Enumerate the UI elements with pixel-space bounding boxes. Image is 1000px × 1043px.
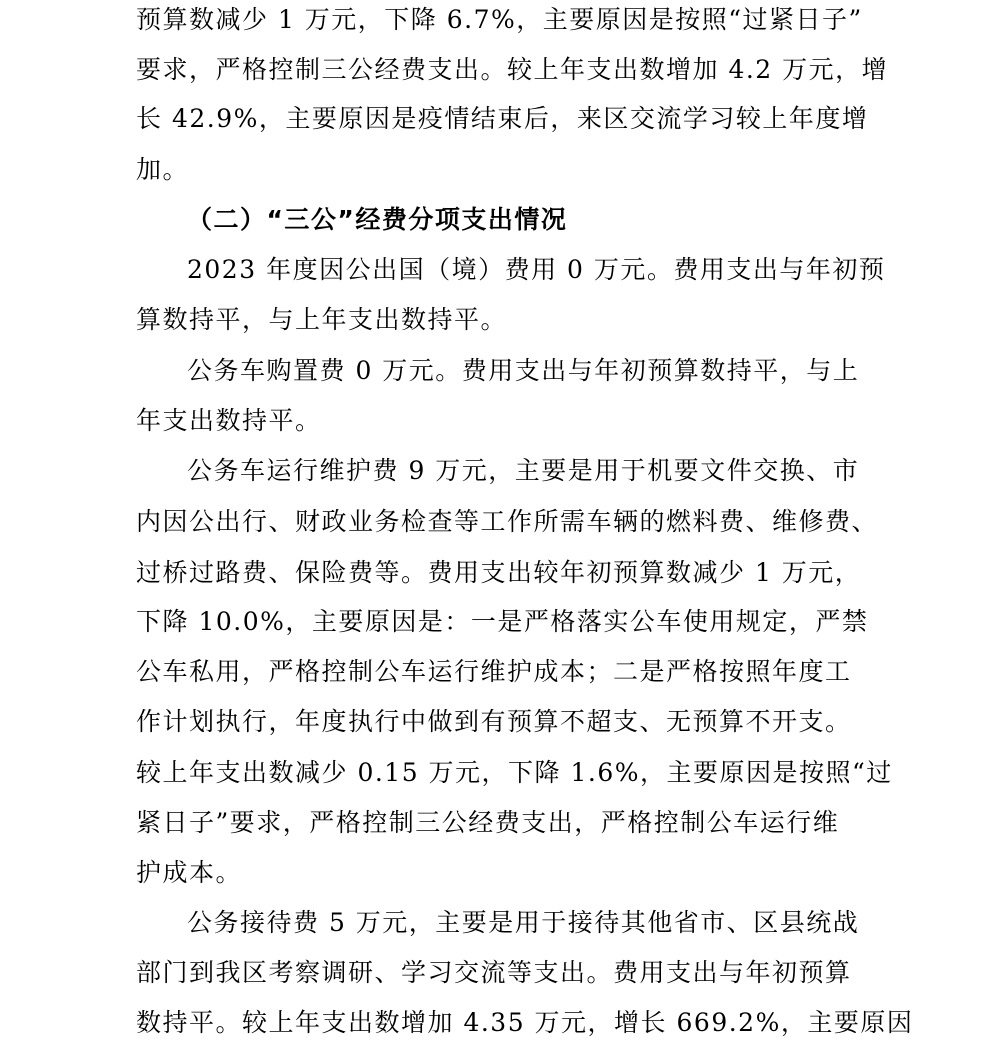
text-line: 公车私用，严格控制公车运行维护成本；二是严格按照年度工 bbox=[136, 657, 852, 686]
text-line: 紧日子”要求，严格控制三公经费支出，严格控制公车运行维 bbox=[136, 808, 840, 837]
text-line: 过桥过路费、保险费等。费用支出较年初预算数减少 1 万元， bbox=[136, 558, 862, 587]
section-heading: （二）“三公”经费分项支出情况 bbox=[187, 205, 568, 234]
text-line: 作计划执行，年度执行中做到有预算不超支、无预算不开支。 bbox=[136, 707, 852, 736]
text-line: 预算数减少 1 万元，下降 6.7%，主要原因是按照“过紧日子” bbox=[136, 5, 863, 34]
text-line: 护成本。 bbox=[136, 858, 243, 887]
text-line: 公务车购置费 0 万元。费用支出与年初预算数持平，与上 bbox=[187, 356, 860, 385]
text-line: 算数持平，与上年支出数持平。 bbox=[136, 305, 508, 334]
text-line: 长 42.9%，主要原因是疫情结束后，来区交流学习较上年度增 bbox=[136, 104, 869, 133]
text-line: 年支出数持平。 bbox=[136, 406, 322, 435]
text-line: 2023 年度因公出国（境）费用 0 万元。费用支出与年初预 bbox=[187, 255, 886, 284]
text-line: 公务接待费 5 万元，主要是用于接待其他省市、区县统战 bbox=[187, 908, 860, 937]
text-line: 加。 bbox=[136, 155, 190, 184]
text-line: 下降 10.0%，主要原因是：一是严格落实公车使用规定，严禁 bbox=[136, 607, 869, 636]
text-line: 要求，严格控制三公经费支出。较上年支出数增加 4.2 万元，增 bbox=[136, 55, 889, 84]
text-line: 较上年支出数减少 0.15 万元，下降 1.6%，主要原因是按照“过 bbox=[136, 758, 893, 787]
text-line: 公务车运行维护费 9 万元，主要是用于机要文件交换、市 bbox=[187, 456, 860, 485]
text-line: 数持平。较上年支出数增加 4.35 万元，增长 669.2%，主要原因 bbox=[136, 1008, 914, 1037]
text-line: 内因公出行、财政业务检查等工作所需车辆的燃料费、维修费、 bbox=[136, 507, 879, 536]
text-line: 部门到我区考察调研、学习交流等支出。费用支出与年初预算 bbox=[136, 958, 852, 987]
